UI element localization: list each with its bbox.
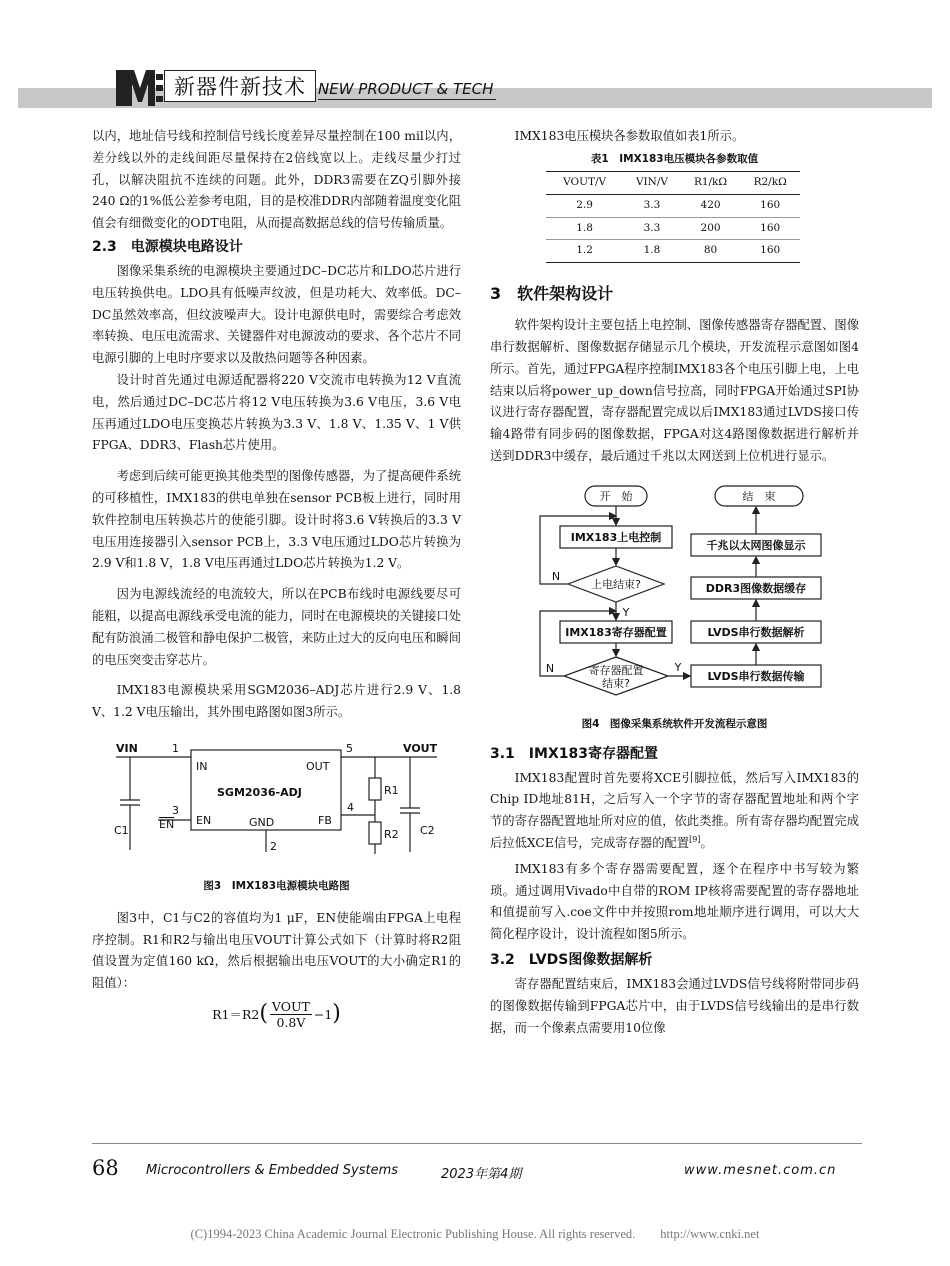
paragraph: 因为电源线流经的电流较大，所以在PCB布线时电源线要尽可能粗，以提高电源线承受电流的能力，同时在电源模块的关键接口处配有防浪涌二极管和静电保护二极管，来防止过大的反向电压和瞬间的电压突变击穿芯片。 <box>92 587 461 667</box>
paragraph <box>490 768 859 855</box>
fig3-r1-label: R1 <box>384 783 399 797</box>
header-title-en: NEW PRODUCT & TECH <box>318 80 494 98</box>
paragraph: 以内，地址信号线和控制信号线长度差异尽量控制在100 mil以内，差分线以外的走线间距尽量保持在2倍线宽以上。走线尽量少打过孔，以解决阻抗不连续的问题。此外，DDR3需要在ZQ引脚外接240 Ω的1%低公差参考电阻，目的是校准DDR内部随着温度变化阻值会有细微变化的ODT电阻，从而提高数据总线的信号传输质量。 <box>92 129 461 231</box>
figure-4-caption: 图4 图像采集系统软件开发流程示意图 <box>581 717 768 730</box>
fig3-out-label: OUT <box>306 759 330 773</box>
table-cell: 200 <box>681 217 741 240</box>
fig3-en-label: EN <box>196 813 212 827</box>
copyright-notice: (C)1994-2023 China Academic Journal Electronic Publishing House. All rights reserved. http://www.cnki.net <box>190 1227 760 1241</box>
table-cell: 420 <box>681 194 741 217</box>
table-cell: 160 <box>740 217 800 240</box>
journal-name: Microcontrollers & Embedded Systems <box>146 1163 399 1178</box>
paragraph-end: 。 <box>700 835 713 850</box>
section-heading-3-2: 3.2 LVDS图像数据解析 <box>490 951 653 968</box>
figure-3 <box>92 740 461 870</box>
table-row <box>546 194 800 217</box>
paragraph: 考虑到后续可能更换其他类型的图像传感器，为了提高硬件系统的可移植性，IMX183的供电单独在sensor PCB板上进行，同时用软件控制电压转换芯片的使能引脚。设计时将3.6 V转换后的3.3 V电压用连接器引入sensor PCB上，3.3 V电压通过LDO芯片转换为2.9 V和1.8 V，1.8 V电压再通过LDO芯片转换为1.2 V。 <box>92 469 461 571</box>
journal-url[interactable]: www.mesnet.com.cn <box>684 1163 837 1178</box>
fig3-vin-label: VIN <box>116 741 138 755</box>
paragraph: 寄存器配置结束后，IMX183会通过LVDS信号线将附带同步码的图像数据传输到FPGA芯片中，由于LVDS信号线输出的是串行数据，而一个像素点需要用10位像 <box>490 976 859 1035</box>
formula-tail: −1 <box>313 1006 333 1022</box>
table-cell: 1.8 <box>623 240 681 263</box>
journal-logo <box>114 68 164 108</box>
fig3-vout-label: VOUT <box>403 741 438 755</box>
fig4-y2: Y <box>674 660 682 674</box>
fig4-reg-done-2: 结束? <box>602 676 630 690</box>
figure-4 <box>490 482 859 708</box>
fig3-pin5-label: 5 <box>346 741 353 755</box>
paragraph-text: IMX183配置时首先要将XCE引脚拉低，然后写入IMX183的Chip ID地址81H，之后写入一个字节的寄存器配置地址和两个字节的寄存器配置地址所对应的值，依此类推。所有寄存器均配置完成后拉低XCE信号，完成寄存器的配置 <box>490 770 859 850</box>
fig3-gnd-label: GND <box>249 815 275 829</box>
table-cell: 1.8 <box>546 217 623 240</box>
paragraph: 设计时首先通过电源适配器将220 V交流市电转换为12 V直流电，然后通过DC–DC芯片将12 V电压转换为3.6 V电压，3.6 V电压再通过LDO电压变换芯片转换为3.3 V、1.8 V、1.35 V、1 V供FPGA、DDR3、Flash芯片使用。 <box>92 372 461 453</box>
table-header: VIN/V <box>623 171 681 194</box>
table-row <box>546 240 800 263</box>
table-1-caption: 表1 IMX183电压模块各参数取值 <box>590 152 759 165</box>
table-cell: 160 <box>740 194 800 217</box>
fig3-pin3-label: 3 <box>172 803 179 817</box>
table-header: R1/kΩ <box>681 171 741 194</box>
fig3-chip-label: SGM2036-ADJ <box>217 785 302 799</box>
paragraph: 软件架构设计主要包括上电控制、图像传感器寄存器配置、图像串行数据解析、图像数据存储显示几个模块，开发流程示意图如图4所示。首先，通过FPGA程序控制IMX183各个电压引脚上电，上电结束以后将power_up_down信号拉高，同时FPGA开始通过SPI协议进行寄存器配置，寄存器配置完成以后IMX183通过LVDS接口传输4路带有同步码的图像数据，FPGA对这4路图像数据进行解析并送到DDR3中缓存，最后通过千兆以太网送到上位机进行显示。 <box>490 318 859 463</box>
fig3-fb-label: FB <box>318 813 332 827</box>
fig4-start: 开 始 <box>599 489 633 503</box>
section-heading-3: 3 软件架构设计 <box>490 284 614 304</box>
left-column <box>92 126 461 1030</box>
fig4-power-ctrl: IMX183上电控制 <box>570 530 662 544</box>
fig3-pin2-label: 2 <box>270 839 277 853</box>
header-rule <box>318 99 496 100</box>
paragraph: IMX183电源模块采用SGM2036–ADJ芯片进行2.9 V、1.8 V、1.2 V电压输出，其外围电路图如图3所示。 <box>92 683 461 720</box>
table-header: R2/kΩ <box>740 171 800 194</box>
formula-denominator: 0.8V <box>276 1014 306 1030</box>
formula: R1＝R2 ( VOUT 0.8V −1 ) <box>212 998 341 1030</box>
fig4-lvds-parse: LVDS串行数据解析 <box>707 625 805 639</box>
fig3-en-ext-label: EN <box>159 817 175 831</box>
table-row <box>546 217 800 240</box>
fig4-y1: Y <box>622 605 630 619</box>
figure-3-caption: 图3 IMX183电源模块电路图 <box>203 879 350 892</box>
page-number: 68 <box>92 1156 119 1180</box>
paragraph: IMX183有多个寄存器需要配置，逐个在程序中书写较为繁琐。通过调用Vivado中自带的ROM IP核将需要配置的寄存器地址和值提前写入.coe文件中并按照rom地址顺序进行调用，可以大大简化程序设计，设计流程如图5所示。 <box>490 861 859 942</box>
fig4-power-done: 上电结束? <box>591 577 641 591</box>
fig3-c1-label: C1 <box>114 823 129 837</box>
fig3-pin1-label: 1 <box>172 741 179 755</box>
table-cell: 2.9 <box>546 194 623 217</box>
right-column <box>490 126 859 1039</box>
fig4-lvds-tx: LVDS串行数据传输 <box>707 669 805 683</box>
fig4-n1: N <box>551 569 561 583</box>
fig3-in-label: IN <box>196 759 208 773</box>
formula-numerator: VOUT <box>271 998 310 1014</box>
table-cell: 3.3 <box>623 194 681 217</box>
issue: 2023年第4期 <box>441 1167 522 1182</box>
fig4-eth: 千兆以太网图像显示 <box>706 538 806 552</box>
paragraph: 图3中，C1与C2的容值均为1 μF，EN使能端由FPGA上电程序控制。R1和R2与输出电压VOUT计算公式如下（计算时将R2阻值设置为定值160 kΩ，然后根据输出电压VOUT的大小确定R1的阻值）： <box>92 910 461 991</box>
fig4-ddr3: DDR3图像数据缓存 <box>705 581 807 595</box>
formula-lhs: R1＝R2 <box>212 1006 260 1022</box>
paragraph: 图像采集系统的电源模块主要通过DC–DC芯片和LDO芯片进行电压转换供电。LDO具有低噪声纹波，但是功耗大、效率低。DC–DC虽然效率高，但纹波噪声大。设计电源供电时，需要综合考虑效率转换、电压电流需求、关键器件对电源波动的要求、各个芯片不同电源引脚的上电时序要求以及散热问题等各种因素。 <box>92 263 461 366</box>
table-cell: 160 <box>740 240 800 263</box>
footer-rule <box>92 1143 862 1144</box>
fig3-pin4-label: 4 <box>347 800 354 814</box>
table-cell: 3.3 <box>623 217 681 240</box>
section-heading-3-1: 3.1 IMX183寄存器配置 <box>490 745 658 762</box>
table-header: VOUT/V <box>546 171 623 194</box>
section-heading-2-3: 2.3 电源模块电路设计 <box>92 238 243 255</box>
paragraph: IMX183电压模块各参数取值如表1所示。 <box>514 129 745 143</box>
fig4-n2: N <box>545 661 555 675</box>
fig4-end: 结 束 <box>742 489 776 503</box>
fig3-c2-label: C2 <box>420 823 435 837</box>
table-cell: 1.2 <box>546 240 623 263</box>
table-cell: 80 <box>681 240 741 263</box>
table-1 <box>546 171 800 263</box>
fig4-reg-cfg: IMX183寄存器配置 <box>565 625 667 639</box>
fig4-reg-done-1: 寄存器配置 <box>588 663 644 677</box>
fig3-r2-label: R2 <box>384 827 399 841</box>
header-title-cn: 新器件新技术 <box>164 70 316 102</box>
citation-ref: [9] <box>689 834 701 844</box>
